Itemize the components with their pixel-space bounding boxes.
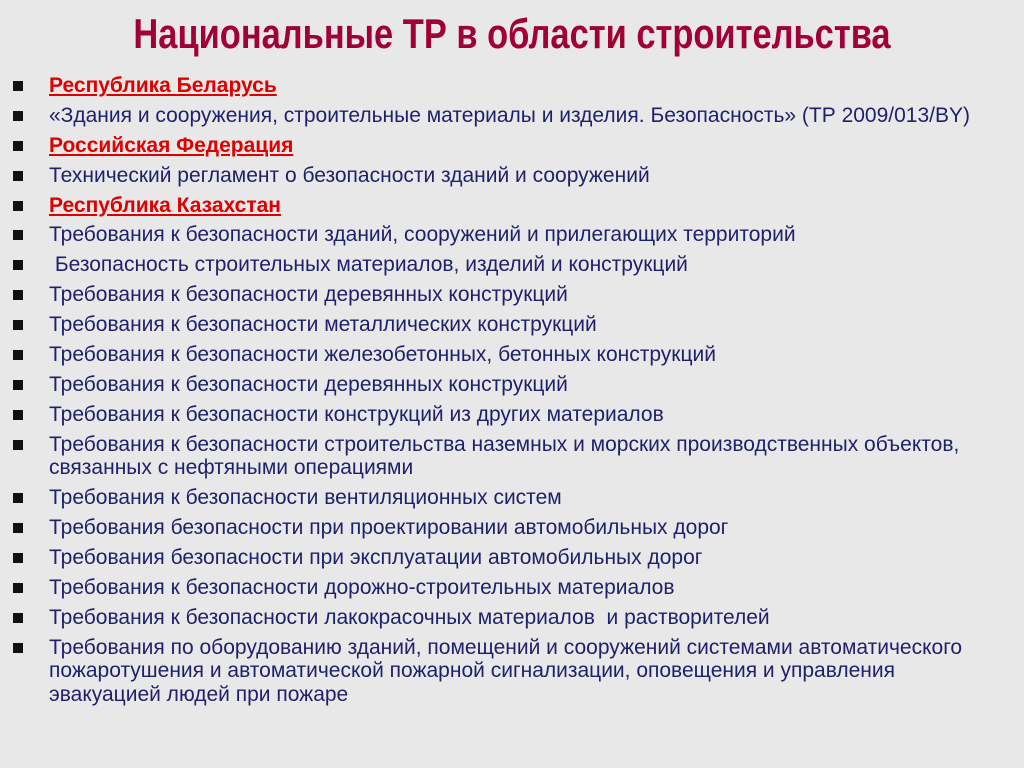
- square-bullet-icon: [13, 320, 23, 330]
- square-bullet-icon: [13, 350, 23, 360]
- list-item-text: Требования к безопасности вентиляционных систем: [49, 486, 562, 510]
- list-item: [8, 253, 1008, 277]
- square-bullet-icon: [13, 613, 23, 623]
- list-item: [8, 403, 1008, 427]
- list-item: [8, 343, 1008, 367]
- square-bullet-icon: [13, 230, 23, 240]
- square-bullet-icon: [13, 141, 23, 151]
- list-item: [8, 486, 1008, 510]
- list-item-text: Требования безопасности при проектировании автомобильных дорог: [49, 515, 729, 539]
- square-bullet-icon: [13, 380, 23, 390]
- list-item-text: Требования к безопасности зданий, сооружений и прилегающих территорий: [49, 223, 796, 247]
- list-item-text: Требования к безопасности строительства наземных и морских производственных объектов, связанных с нефтяными операциями: [49, 432, 960, 480]
- list-item-text: Республика Казахстан: [49, 193, 281, 217]
- square-bullet-icon: [13, 171, 23, 181]
- list-item: [8, 516, 1008, 540]
- square-bullet-icon: [13, 201, 23, 211]
- list-item-text: Республика Беларусь: [49, 74, 277, 97]
- list-item-text: Требования к безопасности железобетонных, бетонных конструкций: [49, 343, 716, 367]
- square-bullet-icon: [13, 81, 23, 91]
- square-bullet-icon: [13, 290, 23, 300]
- square-bullet-icon: [13, 410, 23, 420]
- list-item-heading: [8, 194, 1008, 218]
- list-item: [8, 373, 1008, 397]
- square-bullet-icon: [13, 643, 23, 653]
- list-item-text: Требования к безопасности конструкций из других материалов: [49, 402, 664, 426]
- slide-title: Национальные ТР в области строительства: [133, 10, 891, 57]
- list-item-text: Российская Федерация: [49, 133, 294, 157]
- bullet-list: [8, 74, 1008, 712]
- list-item: [8, 636, 1008, 707]
- list-item-text: Технический регламент о безопасности зданий и сооружений: [49, 163, 650, 187]
- list-item-text: Требования к безопасности металлических конструкций: [49, 313, 597, 337]
- list-item: [8, 576, 1008, 600]
- list-item: [8, 104, 1008, 128]
- list-item-text: «Здания и сооружения, строительные материалы и изделия. Безопасность» (ТР 2009/013/BY): [49, 103, 971, 127]
- square-bullet-icon: [13, 111, 23, 121]
- list-item: [8, 164, 1008, 188]
- list-item: [8, 546, 1008, 570]
- list-item: [8, 606, 1008, 630]
- square-bullet-icon: [13, 493, 23, 503]
- square-bullet-icon: [13, 553, 23, 563]
- list-item-heading: [8, 74, 1008, 98]
- list-item-text: Требования к безопасности дорожно-строительных материалов: [49, 575, 675, 599]
- square-bullet-icon: [13, 583, 23, 593]
- list-item-text: Требования по оборудованию зданий, помещений и сооружений системами автоматического пожаротушения и автоматической пожарной сигнализации, оповещения и управления эвакуацией людей при пожаре: [49, 635, 963, 706]
- square-bullet-icon: [13, 523, 23, 533]
- list-item: [8, 283, 1008, 307]
- list-item: [8, 313, 1008, 337]
- list-item: [8, 223, 1008, 247]
- square-bullet-icon: [13, 440, 23, 450]
- square-bullet-icon: [13, 260, 23, 270]
- list-item-text: Требования к безопасности деревянных конструкций: [49, 372, 568, 396]
- list-item-text: Требования безопасности при эксплуатации автомобильных дорог: [49, 545, 703, 569]
- list-item-text: Требования к безопасности лакокрасочных материалов и растворителей: [49, 605, 770, 629]
- list-item-text: Требования к безопасности деревянных конструкций: [49, 283, 568, 307]
- list-item: [8, 433, 1008, 480]
- list-item-heading: [8, 134, 1008, 158]
- list-item-text: Безопасность строительных материалов, изделий и конструкций: [49, 253, 688, 277]
